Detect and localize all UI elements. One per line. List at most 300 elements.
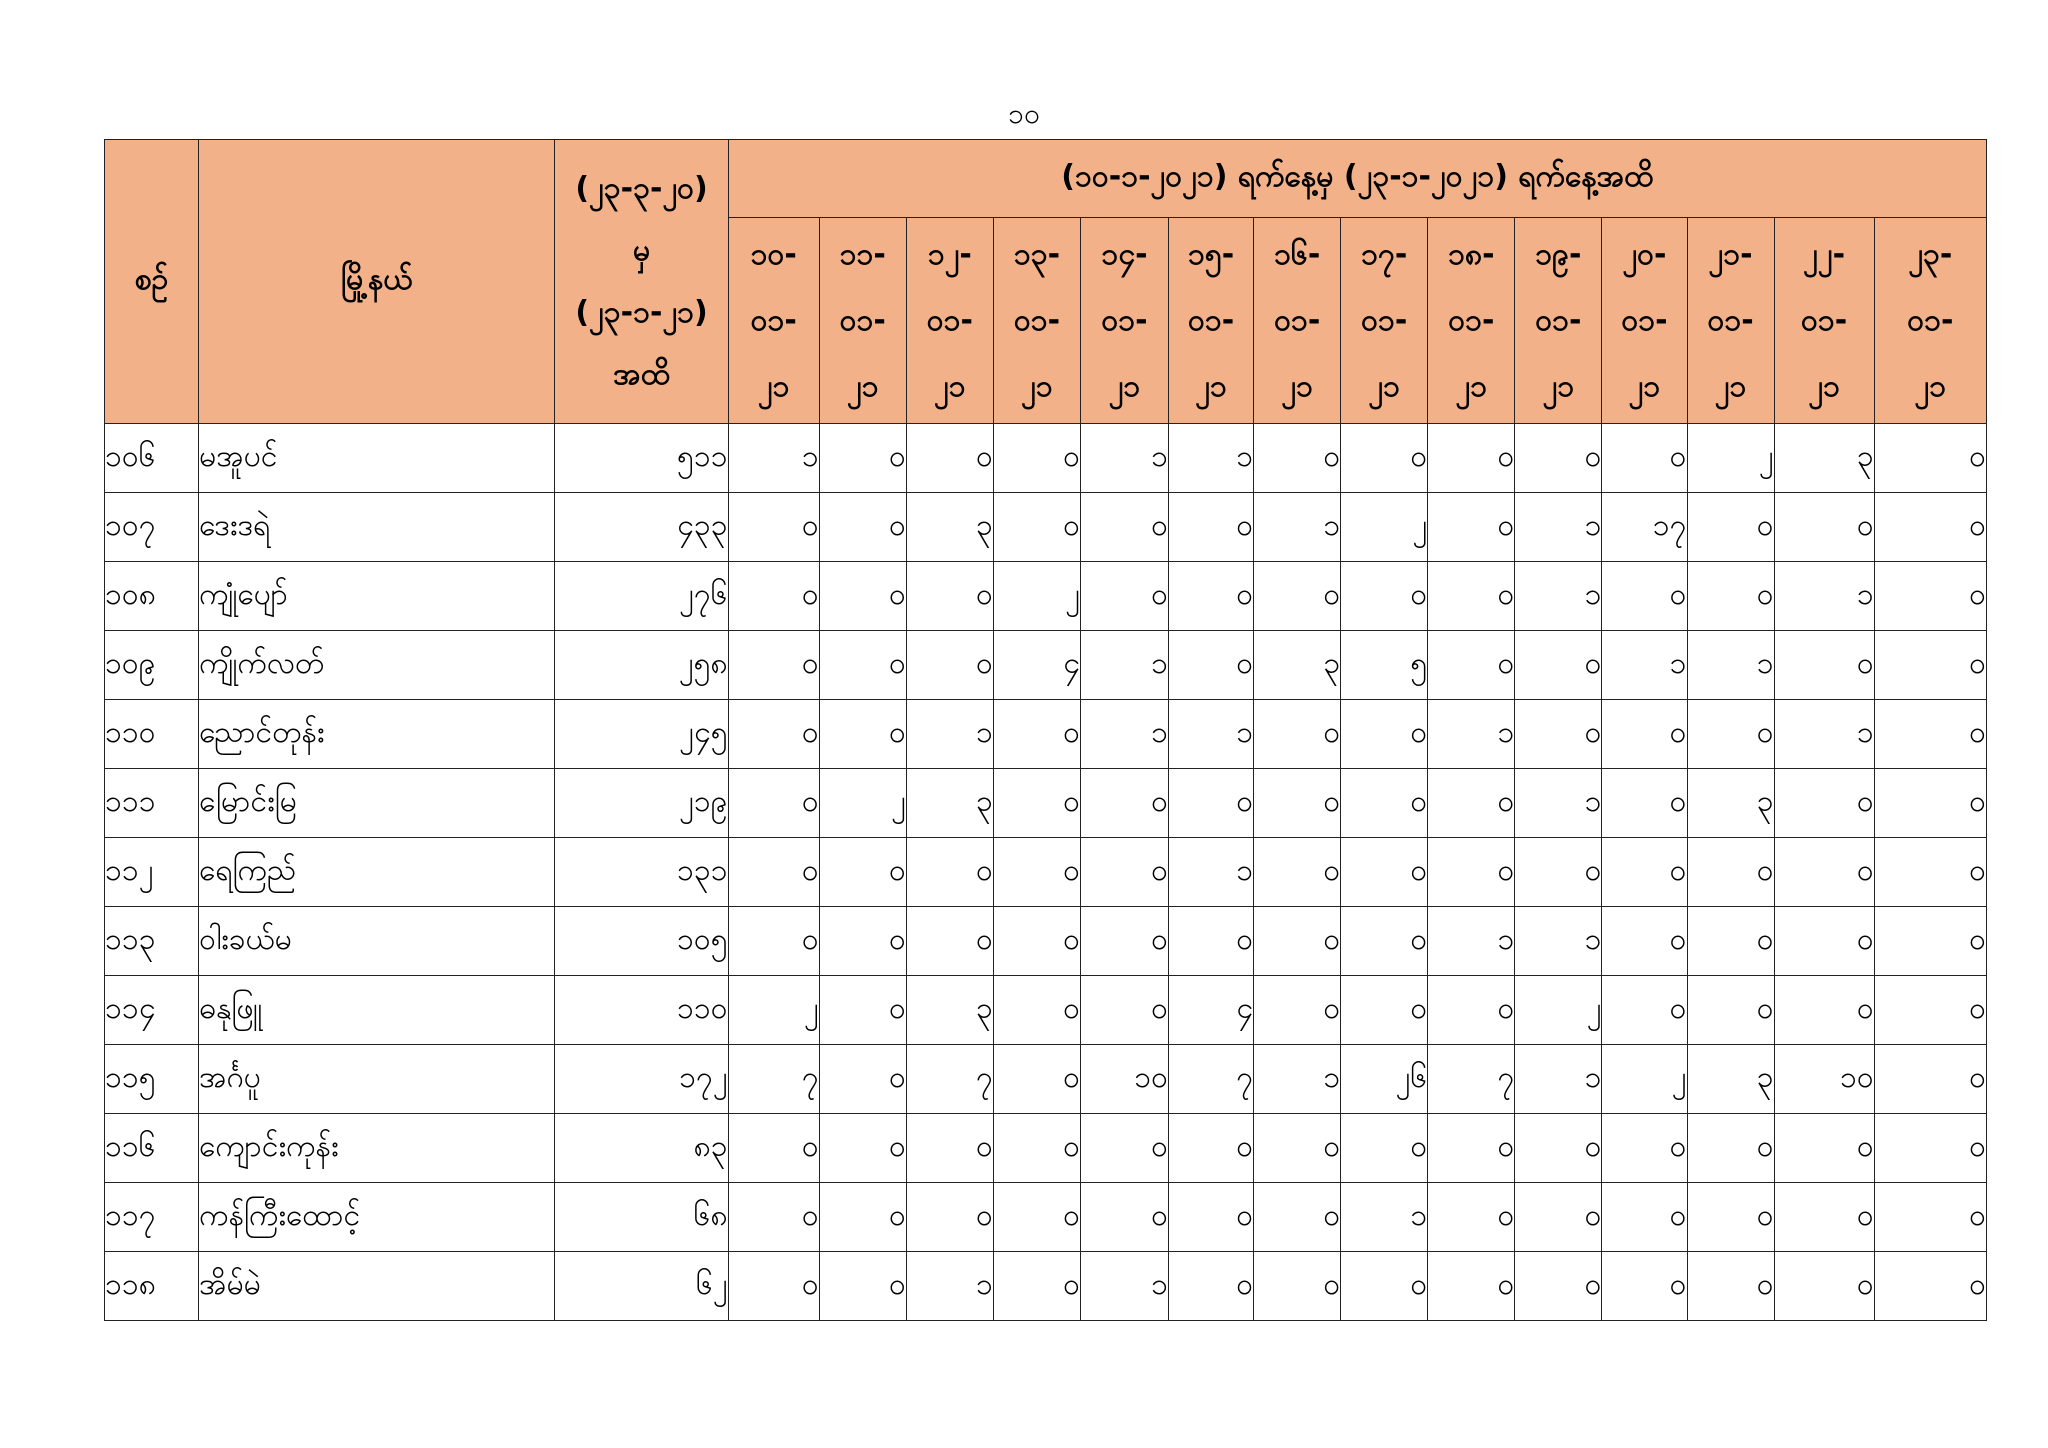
table-row (105, 769, 1987, 838)
row-number: ၁၀၇ (105, 493, 199, 562)
daily-count: ၀ (728, 838, 819, 907)
header-date (728, 218, 819, 424)
daily-count: ၀ (1874, 838, 1986, 907)
daily-count: ၀ (993, 1252, 1080, 1321)
daily-count: ၁ (1169, 838, 1254, 907)
daily-count: ၀ (993, 424, 1080, 493)
daily-count: ၀ (1602, 838, 1687, 907)
header-no: စဉ် (105, 140, 199, 424)
header-date (906, 218, 993, 424)
daily-count: ၀ (1169, 493, 1254, 562)
daily-count: ၀ (1254, 907, 1341, 976)
daily-count: ၀ (819, 838, 906, 907)
daily-count: ၇ (1428, 1045, 1515, 1114)
daily-count: ၀ (1602, 1114, 1687, 1183)
row-number: ၁၁၃ (105, 907, 199, 976)
daily-count: ၁ (1169, 424, 1254, 493)
daily-count: ၀ (993, 1183, 1080, 1252)
daily-count: ၀ (819, 976, 906, 1045)
daily-count: ၀ (1515, 1183, 1602, 1252)
daily-count: ၁ (1515, 769, 1602, 838)
daily-count: ၃ (1687, 1045, 1774, 1114)
daily-count: ၀ (1602, 700, 1687, 769)
row-number: ၁၀၆ (105, 424, 199, 493)
header-date-part: ၀၁- (750, 302, 797, 338)
cumulative-total: ၂၇၆ (555, 562, 728, 631)
daily-count: ၀ (906, 1183, 993, 1252)
township-name: အိမ်မဲ (199, 1252, 555, 1321)
header-date-part: ၂၁ (1021, 368, 1053, 404)
township-name: ရေကြည် (199, 838, 555, 907)
header-date-part: ၂၁ (1808, 368, 1840, 404)
daily-count: ၀ (1169, 1252, 1254, 1321)
daily-count: ၀ (1687, 1114, 1774, 1183)
daily-count: ၀ (1874, 631, 1986, 700)
header-date-part: ၂၁ (1108, 368, 1141, 404)
row-number: ၁၀၈ (105, 562, 199, 631)
row-number: ၁၁၇ (105, 1183, 199, 1252)
header-date (1428, 218, 1515, 424)
daily-count: ၀ (1774, 631, 1874, 700)
header-date-part: ၂၁ (1368, 368, 1401, 404)
daily-count: ၀ (1515, 1252, 1602, 1321)
daily-count: ၀ (906, 907, 993, 976)
daily-count: ၀ (728, 769, 819, 838)
header-date-part: ၀၁- (1707, 302, 1754, 338)
daily-count: ၀ (1169, 562, 1254, 631)
township-name: မအူပင် (199, 424, 555, 493)
daily-count: ၃ (1774, 424, 1874, 493)
daily-count: ၃ (1254, 631, 1341, 700)
daily-count: ၀ (728, 493, 819, 562)
header-total-line: (၂၃-၁-၂၁) (575, 294, 708, 330)
daily-count: ၀ (1602, 424, 1687, 493)
daily-count: ၀ (728, 1183, 819, 1252)
header-date-part: ၀၁- (926, 302, 973, 338)
page-number: ၁၀ (1008, 97, 1040, 130)
daily-count: ၀ (1341, 1252, 1428, 1321)
table-row (105, 562, 1987, 631)
header-date-part: ၂၁ (1455, 368, 1488, 404)
daily-count: ၁ (1515, 493, 1602, 562)
daily-count: ၀ (1080, 1114, 1168, 1183)
header-date-part: ၁၈- (1448, 236, 1495, 272)
daily-count: ၀ (1774, 838, 1874, 907)
daily-count: ၀ (819, 631, 906, 700)
daily-count: ၁ (906, 700, 993, 769)
daily-count: ၀ (1428, 493, 1515, 562)
daily-count: ၀ (819, 424, 906, 493)
daily-count: ၀ (819, 907, 906, 976)
daily-count: ၀ (1687, 976, 1774, 1045)
township-cases-table (104, 139, 1987, 1321)
header-date (1515, 218, 1602, 424)
cumulative-total: ၁၀၅ (555, 907, 728, 976)
header-date (1254, 218, 1341, 424)
daily-count: ၃ (906, 769, 993, 838)
daily-count: ၀ (1428, 838, 1515, 907)
daily-count: ၀ (993, 976, 1080, 1045)
header-date (993, 218, 1080, 424)
cumulative-total: ၂၄၅ (555, 700, 728, 769)
daily-count: ၃ (906, 976, 993, 1045)
daily-count: ၀ (819, 1114, 906, 1183)
row-number: ၁၁၀ (105, 700, 199, 769)
row-number: ၁၁၂ (105, 838, 199, 907)
table-row (105, 700, 1987, 769)
daily-count: ၀ (819, 1045, 906, 1114)
header-date-part: ၀၁- (1801, 302, 1848, 338)
header-date-part: ၁၃- (1013, 236, 1061, 272)
daily-count: ၀ (906, 631, 993, 700)
daily-count: ၀ (1080, 976, 1168, 1045)
daily-count: ၀ (1341, 700, 1428, 769)
daily-count: ၀ (1254, 1114, 1341, 1183)
cumulative-total: ၆၈ (555, 1183, 728, 1252)
daily-count: ၀ (1428, 1114, 1515, 1183)
header-date-part: ၂၁ (1542, 368, 1575, 404)
daily-count: ၀ (1169, 1183, 1254, 1252)
table-row (105, 631, 1987, 700)
header-date-part: ၁၆- (1274, 236, 1321, 272)
daily-count: ၁ (728, 424, 819, 493)
header-total-line: မှ (632, 232, 651, 268)
daily-count: ၀ (819, 1252, 906, 1321)
township-name: ကျိုက်လတ် (199, 631, 555, 700)
cumulative-total: ၄၃၃ (555, 493, 728, 562)
daily-count: ၁ (1254, 1045, 1341, 1114)
township-name: ကျောင်းကုန်း (199, 1114, 555, 1183)
daily-count: ၀ (1874, 493, 1986, 562)
header-date-part: ၀၁- (1535, 302, 1582, 338)
header-total-line: (၂၃-၃-၂၀) (575, 170, 708, 206)
daily-count: ၀ (1428, 976, 1515, 1045)
township-name: မြောင်းမြ (199, 769, 555, 838)
table-row (105, 493, 1987, 562)
daily-count: ၀ (1428, 562, 1515, 631)
township-name: ဒေးဒရဲ (199, 493, 555, 562)
header-date-part: ၁၄- (1101, 236, 1148, 272)
daily-count: ၀ (728, 562, 819, 631)
cumulative-total: ၈၃ (555, 1114, 728, 1183)
daily-count: ၀ (819, 493, 906, 562)
header-date-part: ၀၁- (1907, 302, 1954, 338)
daily-count: ၂ (819, 769, 906, 838)
table-row (105, 1183, 1987, 1252)
header-period: (၁၀-၁-၂၀၂၁) ရက်နေ့မှ (၂၃-၁-၂၀၂၁) ရက်နေ့အထိ (728, 140, 1986, 218)
daily-count: ၀ (1341, 769, 1428, 838)
header-date-part: ၂၁ (1281, 368, 1313, 404)
daily-count: ၀ (1080, 907, 1168, 976)
header-date-part: ၂၁ (1714, 368, 1747, 404)
table-row (105, 976, 1987, 1045)
daily-count: ၁ (1254, 493, 1341, 562)
daily-count: ၀ (1428, 1252, 1515, 1321)
daily-count: ၀ (1874, 1183, 1986, 1252)
daily-count: ၀ (728, 907, 819, 976)
cumulative-total: ၁၃၁ (555, 838, 728, 907)
header-date-part: ၀၁- (1013, 302, 1061, 338)
daily-count: ၀ (1602, 1252, 1687, 1321)
township-name: ကန်ကြီးထောင့် (199, 1183, 555, 1252)
daily-count: ၀ (1515, 1114, 1602, 1183)
daily-count: ၀ (1874, 769, 1986, 838)
header-date-part: ၀၁- (1448, 302, 1495, 338)
cumulative-total: ၆၂ (555, 1252, 728, 1321)
daily-count: ၀ (1254, 1252, 1341, 1321)
daily-count: ၁ (1428, 907, 1515, 976)
header-date-part: ၁၅- (1187, 236, 1235, 272)
daily-count: ၀ (1874, 1114, 1986, 1183)
daily-count: ၁ (1080, 631, 1168, 700)
daily-count: ၀ (1687, 493, 1774, 562)
daily-count: ၁၀ (1774, 1045, 1874, 1114)
daily-count: ၀ (728, 631, 819, 700)
daily-count: ၀ (1774, 976, 1874, 1045)
daily-count: ၂ (728, 976, 819, 1045)
header-date (1874, 218, 1986, 424)
header-date-part: ၂၁ (757, 368, 790, 404)
daily-count: ၁ (1774, 700, 1874, 769)
daily-count: ၀ (906, 838, 993, 907)
row-number: ၁၁၄ (105, 976, 199, 1045)
header-date (1687, 218, 1774, 424)
daily-count: ၀ (1080, 1183, 1168, 1252)
daily-count: ၁ (1080, 424, 1168, 493)
cumulative-total: ၁၇၂ (555, 1045, 728, 1114)
daily-count: ၁၀ (1080, 1045, 1168, 1114)
table-row (105, 838, 1987, 907)
daily-count: ၀ (993, 907, 1080, 976)
header-date-part: ၁၂- (927, 236, 972, 272)
daily-count: ၀ (1080, 562, 1168, 631)
cumulative-total: ၂၅၈ (555, 631, 728, 700)
daily-count: ၀ (1515, 631, 1602, 700)
daily-count: ၀ (728, 700, 819, 769)
table-row (105, 1252, 1987, 1321)
daily-count: ၇ (1169, 1045, 1254, 1114)
daily-count: ၀ (1341, 562, 1428, 631)
daily-count: ၀ (1428, 424, 1515, 493)
header-date-part: ၂၀- (1622, 236, 1667, 272)
daily-count: ၃ (1687, 769, 1774, 838)
daily-count: ၀ (1080, 838, 1168, 907)
table-header (105, 140, 1987, 424)
table-row (105, 1045, 1987, 1114)
daily-count: ၀ (993, 769, 1080, 838)
daily-count: ၀ (1254, 700, 1341, 769)
daily-count: ၀ (993, 1045, 1080, 1114)
daily-count: ၀ (1602, 562, 1687, 631)
header-date-part: ၂၁ (1195, 368, 1227, 404)
daily-count: ၀ (1687, 700, 1774, 769)
table-row (105, 907, 1987, 976)
daily-count: ၀ (1341, 1114, 1428, 1183)
daily-count: ၀ (1254, 1183, 1341, 1252)
daily-count: ၀ (1428, 769, 1515, 838)
header-date (1602, 218, 1687, 424)
daily-count: ၀ (1602, 976, 1687, 1045)
daily-count: ၀ (1602, 769, 1687, 838)
daily-count: ၀ (1687, 1183, 1774, 1252)
header-date-part: ၀၁- (839, 302, 886, 338)
daily-count: ၀ (1080, 493, 1168, 562)
daily-count: ၀ (1774, 769, 1874, 838)
daily-count: ၀ (1774, 1183, 1874, 1252)
daily-count: ၀ (1428, 1183, 1515, 1252)
row-number: ၁၁၈ (105, 1252, 199, 1321)
daily-count: ၀ (1428, 631, 1515, 700)
daily-count: ၀ (1602, 907, 1687, 976)
daily-count: ၁ (1515, 562, 1602, 631)
township-name: အင်္ဂပူ (199, 1045, 555, 1114)
daily-count: ၁ (1169, 700, 1254, 769)
daily-count: ၀ (1687, 1252, 1774, 1321)
daily-count: ၀ (1602, 1183, 1687, 1252)
daily-count: ၂၆ (1341, 1045, 1428, 1114)
daily-count: ၀ (1254, 424, 1341, 493)
daily-count: ၁ (906, 1252, 993, 1321)
daily-count: ၀ (1874, 562, 1986, 631)
daily-count: ၀ (1341, 976, 1428, 1045)
daily-count: ၁၇ (1602, 493, 1687, 562)
daily-count: ၁ (1687, 631, 1774, 700)
daily-count: ၀ (1774, 1252, 1874, 1321)
daily-count: ၀ (728, 1114, 819, 1183)
daily-count: ၁ (1080, 1252, 1168, 1321)
cumulative-total: ၂၁၉ (555, 769, 728, 838)
township-name: ဓနုဖြူ (199, 976, 555, 1045)
daily-count: ၀ (1515, 424, 1602, 493)
daily-count: ၇ (906, 1045, 993, 1114)
daily-count: ၀ (1169, 907, 1254, 976)
daily-count: ၀ (1687, 838, 1774, 907)
daily-count: ၀ (1515, 700, 1602, 769)
daily-count: ၀ (1169, 631, 1254, 700)
row-number: ၁၁၅ (105, 1045, 199, 1114)
daily-count: ၄ (1169, 976, 1254, 1045)
township-name: ဝါးခယ်မ (199, 907, 555, 976)
daily-count: ၀ (1169, 769, 1254, 838)
daily-count: ၀ (1874, 424, 1986, 493)
daily-count: ၂ (1515, 976, 1602, 1045)
header-date (1169, 218, 1254, 424)
daily-count: ၃ (906, 493, 993, 562)
cumulative-total: ၅၁၁ (555, 424, 728, 493)
header-date (1341, 218, 1428, 424)
header-date (819, 218, 906, 424)
header-date-part: ၂၁- (1708, 236, 1753, 272)
daily-count: ၀ (1874, 1045, 1986, 1114)
header-date-part: ၀၁- (1621, 302, 1668, 338)
daily-count: ၀ (1254, 769, 1341, 838)
table-row (105, 1114, 1987, 1183)
daily-count: ၀ (1874, 1252, 1986, 1321)
daily-count: ၀ (1254, 838, 1341, 907)
daily-count: ၂ (993, 562, 1080, 631)
header-date-part: ၀၁- (1101, 302, 1148, 338)
daily-count: ၀ (819, 700, 906, 769)
daily-count: ၀ (1874, 700, 1986, 769)
header-date-part: ၂၂- (1803, 236, 1846, 272)
header-cumulative-total (555, 140, 728, 424)
daily-count: ၁ (1428, 700, 1515, 769)
daily-count: ၀ (993, 838, 1080, 907)
daily-count: ၀ (1687, 907, 1774, 976)
header-date-part: ၂၁ (846, 368, 879, 404)
daily-count: ၁ (1341, 1183, 1428, 1252)
daily-count: ၀ (1341, 907, 1428, 976)
daily-count: ၀ (993, 700, 1080, 769)
header-date-part: ၀၁- (1187, 302, 1235, 338)
header-township: မြို့နယ် (199, 140, 555, 424)
header-date (1774, 218, 1874, 424)
cumulative-total: ၁၁၀ (555, 976, 728, 1045)
daily-count: ၅ (1341, 631, 1428, 700)
header-date-part: ၂၁ (1628, 368, 1661, 404)
daily-count: ၀ (1687, 562, 1774, 631)
header-date-part: ၂၃- (1908, 236, 1953, 272)
daily-count: ၀ (906, 562, 993, 631)
daily-count: ၀ (993, 493, 1080, 562)
header-date-part: ၂၁ (934, 368, 966, 404)
daily-count: ၁ (1515, 1045, 1602, 1114)
daily-count: ၁ (1515, 907, 1602, 976)
header-date-part: ၂၁ (1914, 368, 1947, 404)
daily-count: ၀ (1080, 769, 1168, 838)
daily-count: ၀ (728, 1252, 819, 1321)
header-date-part: ၁၁- (839, 236, 886, 272)
daily-count: ၁ (1080, 700, 1168, 769)
header-date-part: ၁၉- (1535, 236, 1582, 272)
daily-count: ၁ (1602, 631, 1687, 700)
daily-count: ၀ (1774, 907, 1874, 976)
table-body (105, 424, 1987, 1321)
township-name: ကျုံပျော် (199, 562, 555, 631)
daily-count: ၀ (819, 1183, 906, 1252)
header-date (1080, 218, 1168, 424)
daily-count: ၀ (1341, 838, 1428, 907)
daily-count: ၁ (1774, 562, 1874, 631)
daily-count: ၀ (1774, 1114, 1874, 1183)
daily-count: ၀ (1774, 493, 1874, 562)
daily-count: ၀ (1254, 976, 1341, 1045)
header-date-part: ၀၁- (1274, 302, 1321, 338)
header-date-part: ၁၀- (750, 236, 797, 272)
daily-count: ၂ (1341, 493, 1428, 562)
daily-count: ၀ (1254, 562, 1341, 631)
header-date-part: ၀၁- (1361, 302, 1408, 338)
row-number: ၁၁၆ (105, 1114, 199, 1183)
daily-count: ၀ (906, 424, 993, 493)
daily-count: ၀ (906, 1114, 993, 1183)
daily-count: ၇ (728, 1045, 819, 1114)
daily-count: ၀ (1874, 976, 1986, 1045)
township-name: ညောင်တုန်း (199, 700, 555, 769)
daily-count: ၀ (1515, 838, 1602, 907)
row-number: ၁၁၁ (105, 769, 199, 838)
daily-count: ၀ (993, 1114, 1080, 1183)
daily-count: ၀ (819, 562, 906, 631)
table-row (105, 424, 1987, 493)
header-total-line: အထိ (613, 356, 670, 392)
header-date-part: ၁၇- (1361, 236, 1408, 272)
daily-count: ၂ (1687, 424, 1774, 493)
daily-count: ၀ (1169, 1114, 1254, 1183)
daily-count: ၂ (1602, 1045, 1687, 1114)
daily-count: ၀ (1341, 424, 1428, 493)
daily-count: ၀ (1874, 907, 1986, 976)
